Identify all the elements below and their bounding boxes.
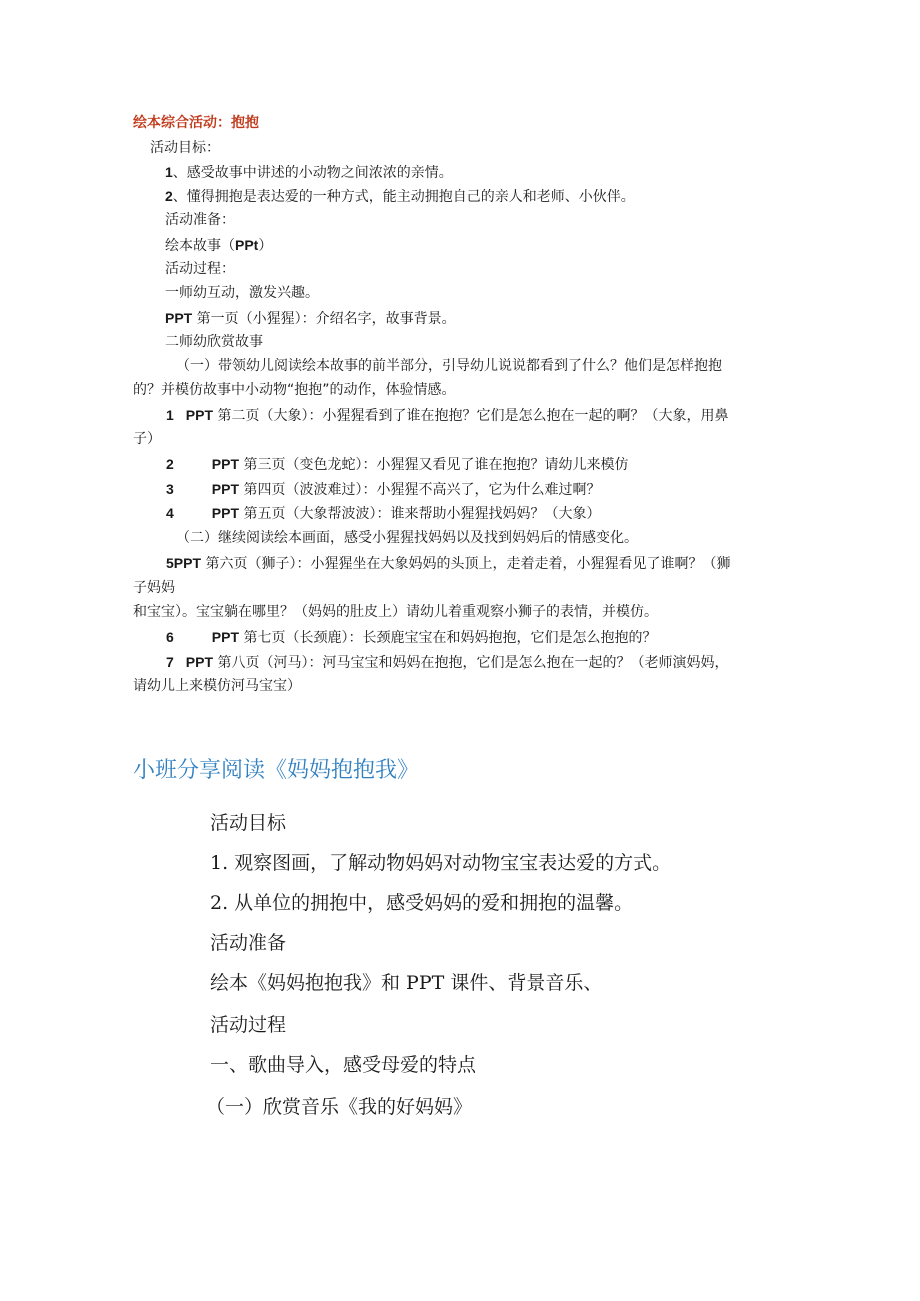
item4-number: 4 [166,505,174,521]
section1-item-1-cont: 子） [133,431,161,447]
section1-item-4 [166,504,600,523]
item6-text: 第七页（长颈鹿）：长颈鹿宝宝在和妈妈抱抱，它们是怎么抱抱的？ [239,630,657,646]
section1-goal-1 [165,163,453,182]
goal1-number: 1 [165,164,173,180]
item6-number: 6 [166,629,174,645]
section1-item-7 [166,653,728,672]
section2-title: 小班分享阅读《妈妈抱抱我》 [133,758,420,783]
item3-ppt: PPT [211,481,240,497]
section2-goal-heading: 活动目标 [210,812,287,834]
section1-title: 绘本综合活动：抱抱 [133,115,259,131]
section1-process-heading: 活动过程： [165,261,235,277]
section1-item-2 [166,455,628,474]
section2-prep-text: 绘本《妈妈抱抱我》和 PPT 课件、背景音乐、 [210,972,603,994]
item5-ppt: 5PPT [166,555,202,571]
goal1-text: 、感受故事中讲述的小动物之间浓浓的亲情。 [172,165,453,181]
item1-text: 第二页（大象）：小猩猩看到了谁在抱抱？它们是怎么抱在一起的啊？（大象，用鼻 [213,408,729,424]
section1-item-5-cont2: 和宝宝）。宝宝躺在哪里？（妈妈的肚皮上）请幼儿着重观察小狮子的表情，并模仿。 [133,604,658,620]
item7-number: 7 [166,654,174,670]
item4-ppt: PPT [211,505,240,521]
item5-text: 第六页（狮子）：小猩猩坐在大象妈妈的头顶上，走着走着，小猩猩看见了谁啊？（狮 [201,556,731,572]
item6-ppt: PPT [211,629,240,645]
item3-number: 3 [166,481,174,497]
section1-part1-line2: 的？并模仿故事中小动物“抱抱”的动作，体验情感。 [133,382,456,398]
section1-goal-2 [165,187,635,206]
item2-text: 第三页（变色龙蛇）：小猩猩又看见了谁在抱抱？请幼儿来模仿 [239,457,629,473]
ppt1-label: PPT [165,310,193,326]
item1-ppt: PPT [185,407,214,423]
section2-prep-heading: 活动准备 [210,932,287,954]
prep-text-a: 绘本故事（ [165,238,235,254]
section1-item-1 [166,406,728,425]
item1-number: 1 [166,407,174,423]
section1-part1-line1: （一）带领幼儿阅读绘本故事的前半部分，引导幼儿说说都看到了什么？他们是怎样抱抱 [176,358,722,374]
item4-text: 第五页（大象帮波波）：谁来帮助小猩猩找妈妈？（大象） [239,506,601,522]
section1-step-1: 一师幼互动，激发兴趣。 [165,285,319,301]
item7-ppt: PPT [185,654,214,670]
prep-text-c: ） [258,238,273,254]
section2-goal-1: 1. 观察图画，了解动物妈妈对动物宝宝表达爱的方式。 [210,852,672,874]
section1-step-2: 二师幼欣赏故事 [165,334,263,350]
section1-goal-heading: 活动目标： [150,140,220,156]
section2-step-1: 一、歌曲导入，感受母爱的特点 [210,1054,477,1076]
section1-item-6 [166,628,656,647]
section1-item-7-cont: 请幼儿上来模仿河马宝宝） [133,678,301,694]
section1-item-3 [166,480,600,499]
section1-ppt-1 [165,309,456,328]
section1-item-5-cont1: 子妈妈 [133,580,175,596]
section1-prep-text [165,236,272,255]
goal2-number: 2 [165,188,173,204]
section2-goal-2: 2. 从单位的拥抱中，感受妈妈的爱和拥抱的温馨。 [210,892,634,914]
goal2-text: 、懂得拥抱是表达爱的一种方式，能主动拥抱自己的亲人和老师、小伙伴。 [172,189,635,205]
item2-ppt: PPT [211,456,240,472]
section2-process-heading: 活动过程 [210,1014,287,1036]
section2-step-1-sub: （一）欣赏音乐《我的好妈妈》 [206,1096,473,1118]
ppt1-text: 第一页（小猩猩）：介绍名字，故事背景。 [192,311,456,327]
section1-prep-heading: 活动准备： [165,212,235,228]
item3-text: 第四页（波波难过）：小猩猩不高兴了，它为什么难过啊？ [239,482,601,498]
section1-part2: （二）继续阅读绘本画面，感受小猩猩找妈妈以及找到妈妈后的情感变化。 [176,530,638,546]
item7-text: 第八页（河马）：河马宝宝和妈妈在抱抱，它们是怎么抱在一起的？（老师演妈妈， [213,655,729,671]
section1-item-5 [166,554,730,573]
item2-number: 2 [166,456,174,472]
prep-text-ppt: PPt [235,237,259,253]
